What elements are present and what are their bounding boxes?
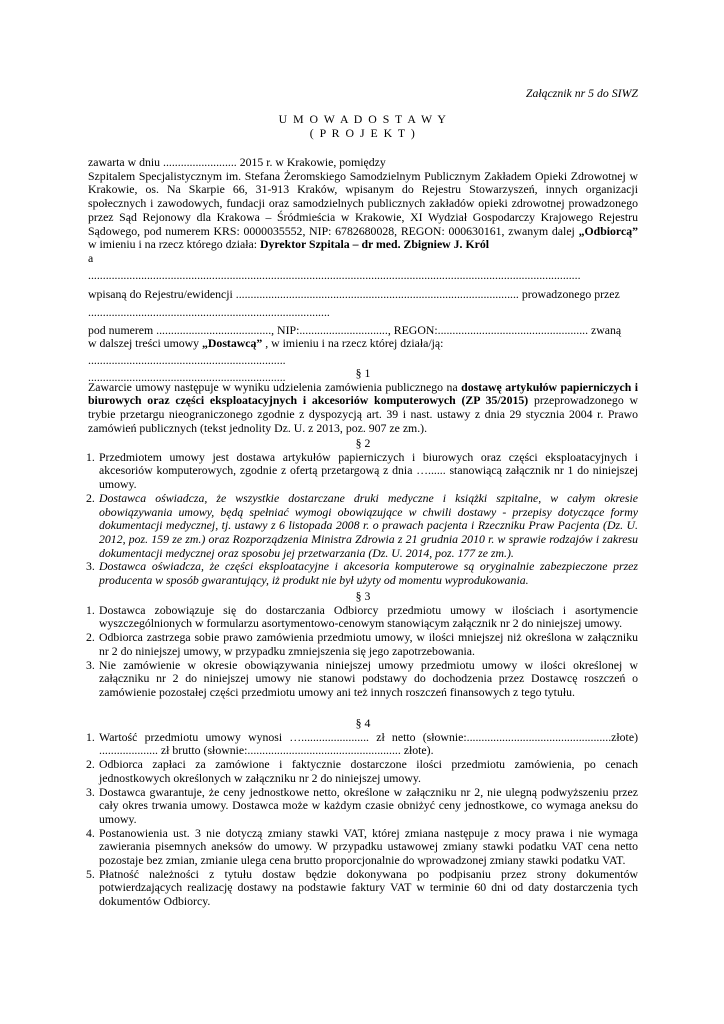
section-3-list xyxy=(88,604,638,700)
item-number: 1. xyxy=(86,449,95,464)
list-item xyxy=(88,758,638,785)
section-1-text xyxy=(88,381,638,436)
list-item xyxy=(88,451,638,492)
party2-text: w dalszej treści umowy xyxy=(88,336,203,351)
party2-dots: ....................................................................................................................................................................... xyxy=(88,268,581,282)
list-item xyxy=(88,560,638,587)
section-3 xyxy=(88,590,638,700)
party2-name: „Dostawcą” xyxy=(202,336,263,351)
annex-label: Załącznik nr 5 do SIWZ xyxy=(525,86,638,100)
section-1-pre: Zawarcie umowy następuje w wyniku udzielenia zamówienia publicznego na xyxy=(88,379,462,394)
contract-title: U M O W A D O S T A W Y xyxy=(278,112,448,126)
party1-text: Szpitalem Specjalistycznym im. Stefana Żeromskiego Samodzielnym Publicznym Zakładem Opieki Zdrowotnej w Krakowie, os. Na Skarpie 66, 31-913 Kraków, wpisanym do Rejestru Stowarzyszeń, innych organizacji społecznych i zawodowych, fundacji oraz samodzielnych publicznych zakładów opieki zdrowotnej prowadzonego przez Sąd Rejonowy dla Krakowa – Śródmieścia w Krakowie, XI Wydział Gospodarczy Krajowego Rejestru Sądowego, pod numerem KRS: 0000035552, NIP: 6782680028, REGON: 000630161, zwanym dalej xyxy=(88,168,638,238)
intro-section xyxy=(88,156,638,385)
item-text: Odbiorca zapłaci za zamówione i faktycznie dostarczone ilości przedmiotu zamówienia, po cenach jednostkowych określonych w załączniku nr 2 do niniejszej umowy. xyxy=(99,757,638,785)
item-number: 3. xyxy=(86,657,95,672)
item-number: 1. xyxy=(86,729,95,744)
item-text: Odbiorca zastrzega sobie prawo zamówienia przedmiotu umowy, w ilości mniejszej niż określona w załączniku nr 2 do niniejszej umowy, w przypadku zmniejszenia się jego zapotrzebowania. xyxy=(99,630,638,658)
item-number: 4. xyxy=(86,825,95,840)
section-3-heading: § 3 xyxy=(355,589,371,603)
section-2 xyxy=(88,437,638,588)
list-item xyxy=(88,731,638,758)
item-text: Wartość przedmiotu umowy wynosi …....................... zł netto (słownie:.................................................złote) .................... zł brutto (słownie:.................................................... złote). xyxy=(99,729,638,758)
section-1-subject: dostawę artykułów papierniczych i biurowych oraz części eksploatacyjnych i akcesoriów komputerowych (ZP 35/2015) xyxy=(88,379,638,408)
section-1-heading: § 1 xyxy=(355,366,371,380)
section-4 xyxy=(88,717,638,909)
list-item xyxy=(88,786,638,827)
party1-representative: Dyrektor Szpitala – dr med. Zbigniew J. Król xyxy=(259,237,490,252)
item-text: Dostawca zobowiązuje się do dostarczania Odbiorcy przedmiotu umowy w ilościach i asortymencie wyszczególnionych w formularzu asortymentowo-cenowym stanowiącym załącznik nr 2 do niniejszej umowy. xyxy=(99,602,638,631)
representative-dots-1: ................................................................... xyxy=(88,354,286,368)
section-4-list xyxy=(88,731,638,909)
list-item xyxy=(88,827,638,868)
party1-mid: w imieniu i na rzecz którego działa: xyxy=(88,237,260,252)
list-item xyxy=(88,604,638,631)
item-text: Nie zamówienie w okresie obowiązywania niniejszej umowy przedmiotu umowy w ilości określonej w załączniku nr 2 do niniejszej umowy nie stanowi podstawy do dochodzenia przez Dostawcę roszczeń o zamówienie pozostałej części przedmiotu umowy ani też innych roszczeń finansowych z tego tytułu. xyxy=(99,657,638,699)
register-line: wpisaną do Rejestru/ewidencji ................................................................................................ prowadzonego przez xyxy=(88,288,620,302)
item-text: Przedmiotem umowy jest dostawa artykułów papierniczych i biurowych oraz części eksploatacyjnych i akcesoriów komputerowych, zgodnie z ofertą przetargową z dnia …...... stanowiącą załącznik nr 1 do niniejszej umowy. xyxy=(99,449,638,492)
item-number: 2. xyxy=(86,490,95,505)
intro-date-line: zawarta w dniu ......................... 2015 r. w Krakowie, pomiędzy xyxy=(88,155,386,169)
item-number: 2. xyxy=(86,757,95,772)
party1-name: „Odbiorcą” xyxy=(578,223,638,238)
item-number: 2. xyxy=(86,630,95,645)
section-2-heading: § 2 xyxy=(355,436,371,450)
section-4-heading: § 4 xyxy=(355,716,371,730)
item-text: Dostawca oświadcza, że wszystkie dostarczane druki medyczne i książki szpitalne, w całym okresie obowiązywania umowy, będą spełniać wymogi obowiązujące w chwili dostawy - przepisy dotyczące formy dokumentacji medycznej, tj. ustawy z 6 listopada 2008 r. o prawach pacjenta i Rzeczniku Praw Pacjenta (Dz. U. 2012, poz. 159 ze zm.) oraz Rozporządzenia Ministra Zdrowia z 21 grudnia 2010 r. w sprawie rodzajów i zakresu dokumentacji medycznej oraz sposobu jej przetwarzania (Dz. U. 2014, poz. 177 ze zm.). xyxy=(99,490,638,560)
register-dots: .................................................................................. xyxy=(88,306,330,320)
list-item xyxy=(88,631,638,658)
contract-subtitle: ( P R O J E K T ) xyxy=(309,126,417,140)
party2-post: , w imieniu i na rzecz której działa/ją: xyxy=(262,336,444,351)
item-number: 5. xyxy=(86,866,95,881)
item-text: Płatność należności z tytułu dostaw będzie dokonywana po podpisaniu przez strony dokumentów potwierdzających realizację dostawy na podstawie faktury VAT w terminie 60 dni od daty dostarczenia tych dokumentów Odbiorcy. xyxy=(99,866,638,909)
item-text: Postanowienia ust. 3 nie dotyczą zmiany stawki VAT, której zmiana następuje z mocy prawa i nie wymaga zawierania pisemnych aneksów do umowy. W przypadku ustawowej zmiany stawki podatku VAT cena netto pozostaje bez zmian, zmianie ulega cena brutto proporcjonalnie do wprowadzonej zmiany stawki podatku VAT. xyxy=(99,825,638,868)
item-number: 3. xyxy=(86,784,95,799)
list-item xyxy=(88,492,638,561)
item-number: 1. xyxy=(86,602,95,617)
conjunction-a: a xyxy=(88,250,94,265)
item-number: 3. xyxy=(86,559,95,574)
item-text: Dostawca oświadcza, że części eksploatacyjne i akcesoria komputerowe są oryginalnie zabezpieczone przez producenta w sposób gwarantujący, iż produkt nie był użyty od momentu wyprodukowania. xyxy=(99,559,638,588)
list-item xyxy=(88,659,638,700)
section-1 xyxy=(88,367,638,436)
item-text: Dostawca gwarantuje, że ceny jednostkowe netto, określone w załączniku nr 2, nie ulegną podwyższeniu przez cały okres trwania umowy. Dostawca może w każdym czasie obniżyć ceny jednostkowe, co wymaga aneksu do umowy. xyxy=(99,784,638,826)
party1-paragraph xyxy=(88,170,638,252)
list-item xyxy=(88,868,638,909)
number-line: pod numerem ......................................., NIP:.............................., REGON:................................................... zwaną xyxy=(88,323,622,337)
party2-paragraph xyxy=(88,337,638,351)
section-2-list xyxy=(88,451,638,588)
representative-dots-2: ................................................................... xyxy=(88,370,286,384)
section-1-post: przeprowadzonego w trybie przetargu nieograniczonego zgodnie z dyspozycją art. 39 i nast. ustawy z dnia 29 stycznia 2004 r. Prawo zamówień publicznych (tekst jednolity Dz. U. z 2013, poz. 907 ze zm.). xyxy=(88,393,638,435)
